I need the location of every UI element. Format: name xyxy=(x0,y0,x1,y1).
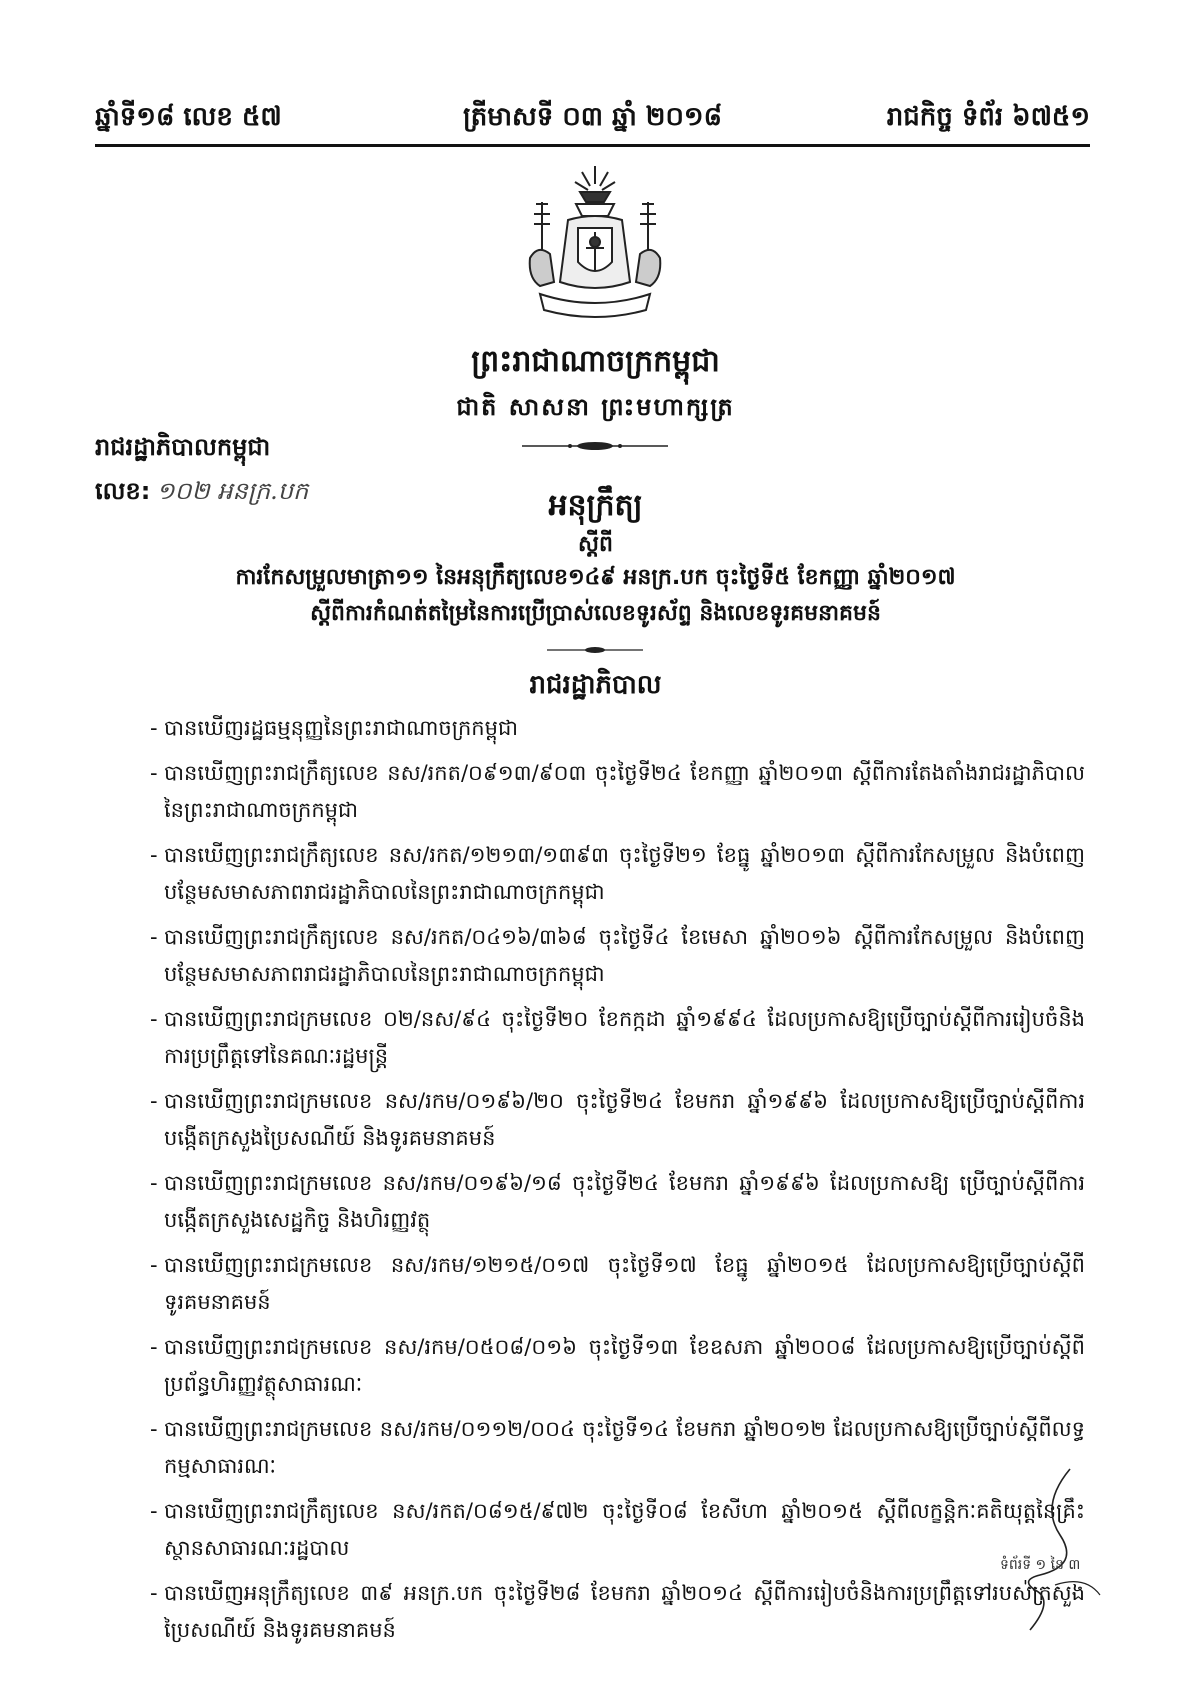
issuing-authority: រាជរដ្ឋាភិបាលកម្ពុជា xyxy=(95,433,271,461)
divider-ornament-icon xyxy=(545,645,645,655)
divider-ornament-icon xyxy=(520,440,670,452)
coat-of-arms-icon xyxy=(520,162,670,327)
gazette-issue: ឆ្នាំទី១៨ លេខ ៥៧ xyxy=(95,102,282,132)
gazette-header xyxy=(95,96,1090,147)
document-type: អនុក្រឹត្យ xyxy=(548,488,643,523)
list-item: - បានឃើញព្រះរាជក្រមលេខ នស/រកម/០១១២/០០៤ ចុះថ្ងៃទី១៤ ខែមករា ឆ្នាំ២០១២ ដែលប្រកាសឱ្យប្រើច្បាប់ស្ដីពីលទ្ធកម្មសាធារណៈ xyxy=(150,1411,1085,1485)
list-item: - បានឃើញព្រះរាជក្រឹត្យលេខ នស/រកត/០៨១៥/៩៧២ ចុះថ្ងៃទី០៨ ខែសីហា ឆ្នាំ២០១៥ ស្ដីពីលក្ខន្តិកៈគតិយុត្តនៃគ្រឹះស្ថានសាធារណៈរដ្ឋបាល xyxy=(150,1493,1085,1567)
subject-line: ស្ដីពីការកំណត់តម្រៃនៃការប្រើប្រាស់លេខទូរស័ព្ទ និងលេខទូរគមនាគមន៍ xyxy=(310,601,881,626)
list-item: - បានឃើញព្រះរាជក្រឹត្យលេខ នស/រកត/០៩១៣/៩០៣ ចុះថ្ងៃទី២៤ ខែកញ្ញា ឆ្នាំ២០១៣ ស្ដីពីការតែងតាំងរាជរដ្ឋាភិបាលនៃព្រះរាជាណាចក្រកម្ពុជា xyxy=(150,755,1085,829)
list-item: - បានឃើញព្រះរាជក្រមលេខ ០២/នស/៩៤ ចុះថ្ងៃទី២០ ខែកក្កដា ឆ្នាំ១៩៩៤ ដែលប្រកាសឱ្យប្រើច្បាប់ស្ដីពីការរៀបចំនិងការប្រព្រឹត្តទៅនៃគណៈរដ្ឋមន្ត្រី xyxy=(150,1001,1085,1075)
subject-line: ការកែសម្រួលមាត្រា១១ នៃអនុក្រឹត្យលេខ១៤៩ អនក្រ.បក ចុះថ្ងៃទី៥ ខែកញ្ញា ឆ្នាំ២០១៧ xyxy=(235,565,956,590)
government-heading: រាជរដ្ឋាភិបាល xyxy=(529,670,662,700)
reference-number-label: លេខ: xyxy=(95,477,151,505)
handwritten-signature-icon xyxy=(1000,1465,1110,1635)
considerations-list xyxy=(150,710,1085,1657)
list-item: - បានឃើញអនុក្រឹត្យលេខ ៣៩ អនក្រ.បក ចុះថ្ងៃទី២៨ ខែមករា ឆ្នាំ២០១៤ ស្ដីពីការរៀបចំនិងការប្រព្រឹត្តទៅរបស់ក្រសួងប្រៃសណីយ៍ និងទូរគមនាគមន៍ xyxy=(150,1575,1085,1649)
list-item: - បានឃើញរដ្ឋធម្មនុញ្ញនៃព្រះរាជាណាចក្រកម្ពុជា xyxy=(150,710,1085,747)
list-item: - បានឃើញព្រះរាជក្រឹត្យលេខ នស/រកត/១២១៣/១៣៩៣ ចុះថ្ងៃទី២១ ខែធ្នូ ឆ្នាំ២០១៣ ស្ដីពីការកែសម្រួល និងបំពេញបន្ថែមសមាសភាពរាជរដ្ឋាភិបាលនៃព្រះរាជាណាចក្រកម្ពុជា xyxy=(150,837,1085,911)
kingdom-name: ព្រះរាជាណាចក្រកម្ពុជា xyxy=(471,344,720,379)
list-item: - បានឃើញព្រះរាជក្រមលេខ នស/រកម/០១៩៦/១៨ ចុះថ្ងៃទី២៤ ខែមករា ឆ្នាំ១៩៩៦ ដែលប្រកាសឱ្យ ប្រើច្បាប់ស្ដីពីការបង្កើតក្រសួងសេដ្ឋកិច្ច និងហិរញ្ញវត្ថុ xyxy=(150,1165,1085,1239)
about-label: ស្ដីពី xyxy=(578,532,613,557)
national-motto: ជាតិ សាសនា ព្រះមហាក្សត្រ xyxy=(456,393,735,421)
list-item: - បានឃើញព្រះរាជក្រមលេខ នស/រកម/១២១៥/០១៧ ចុះថ្ងៃទី១៧ ខែធ្នូ ឆ្នាំ២០១៥ ដែលប្រកាសឱ្យប្រើច្បាប់ស្ដីពីទូរគមនាគមន៍ xyxy=(150,1247,1085,1321)
reference-number-value: ១០២ អនក្រ.បក xyxy=(156,477,309,505)
gazette-page-ref: រាជកិច្ច ទំព័រ ៦៧៥១ xyxy=(886,102,1090,132)
list-item: - បានឃើញព្រះរាជក្រមលេខ នស/រកម/០៥០៨/០១៦ ចុះថ្ងៃទី១៣ ខែឧសភា ឆ្នាំ២០០៨ ដែលប្រកាសឱ្យប្រើច្បាប់ស្ដីពីប្រព័ន្ធហិរញ្ញវត្ថុសាធារណៈ xyxy=(150,1329,1085,1403)
document-subject xyxy=(150,560,1041,632)
list-item: - បានឃើញព្រះរាជក្រឹត្យលេខ នស/រកត/០៤១៦/៣៦៨ ចុះថ្ងៃទី៤ ខែមេសា ឆ្នាំ២០១៦ ស្ដីពីការកែសម្រួល និងបំពេញបន្ថែមសមាសភាពរាជរដ្ឋាភិបាលនៃព្រះរាជាណាចក្រកម្ពុជា xyxy=(150,919,1085,993)
gazette-quarter: ត្រីមាសទី ០៣ ឆ្នាំ ២០១៨ xyxy=(463,102,722,132)
page-number: ទំព័រទី ១ នៃ ៣ xyxy=(1000,1557,1081,1573)
list-item: - បានឃើញព្រះរាជក្រមលេខ នស/រកម/០១៩៦/២០ ចុះថ្ងៃទី២៤ ខែមករា ឆ្នាំ១៩៩៦ ដែលប្រកាសឱ្យប្រើច្បាប់ស្ដីពីការបង្កើតក្រសួងប្រៃសណីយ៍ និងទូរគមនាគមន៍ xyxy=(150,1083,1085,1157)
